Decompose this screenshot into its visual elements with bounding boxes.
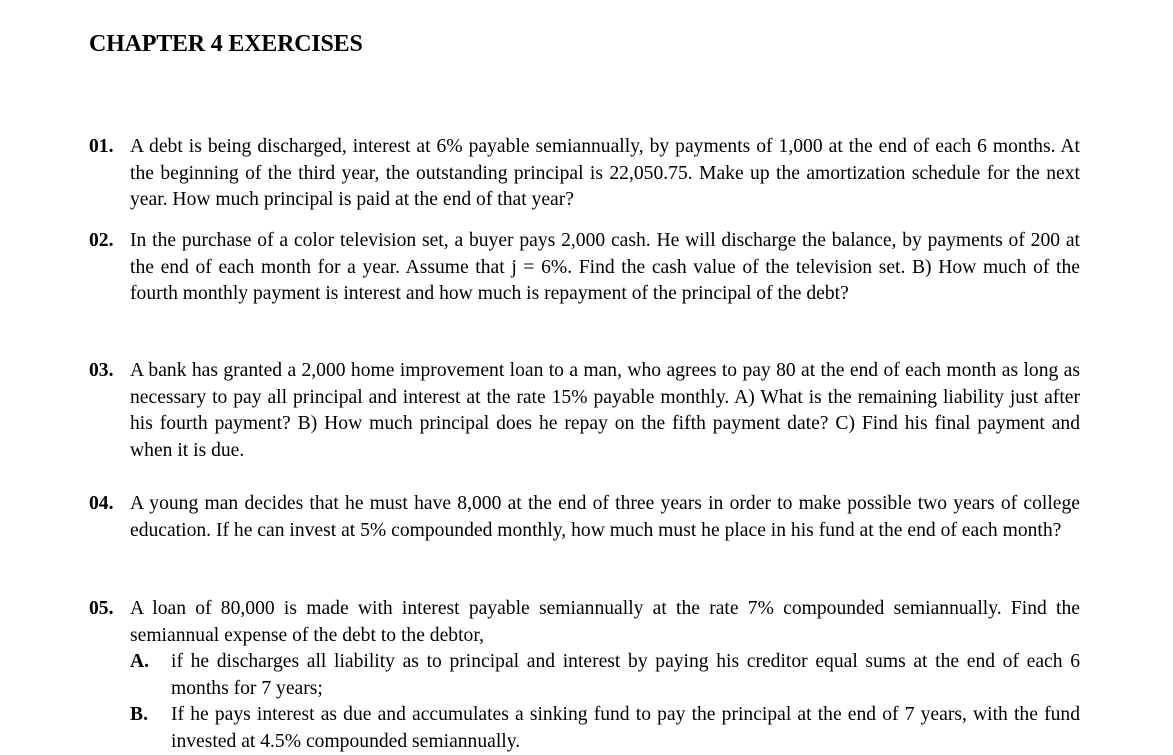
exercise-number: 02. (89, 230, 114, 251)
exercise-number: 05. (89, 598, 114, 619)
part-text: if he discharges all liability as to principal and interest by paying his creditor equal sums at the end of each 6 months for 7 years; (171, 651, 1080, 699)
exercise-part-b (130, 702, 1080, 755)
exercise-number: 03. (89, 360, 114, 381)
exercise-number: 01. (89, 136, 114, 157)
exercise-text: In the purchase of a color television set, a buyer pays 2,000 cash. He will discharge the balance, by payments of 200 at the end of each month for a year. Assume that j = 6%. Find the cash value of the television set. B) How much of the fourth monthly payment is interest and how much is repayment of the principal of the debt? (130, 230, 1080, 304)
exercise-part-a (130, 649, 1080, 702)
exercise-01 (89, 134, 1080, 214)
exercise-04 (89, 491, 1080, 544)
exercise-text: A debt is being discharged, interest at 6% payable semiannually, by payments of 1,000 at the end of each 6 months. At the beginning of the third year, the outstanding principal is 22,050.75. Make up the amortization schedule for the next year. How much principal is paid at the end of that year? (130, 136, 1080, 210)
part-letter: B. (130, 704, 148, 725)
exercise-05 (89, 596, 1080, 755)
exercise-text: A bank has granted a 2,000 home improvement loan to a man, who agrees to pay 80 at the end of each month as long as necessary to pay all principal and interest at the rate 15% payable monthly. A) What is the remaining liability just after his fourth payment? B) How much principal does he repay on the fifth payment date? C) Find his final payment and when it is due. (130, 360, 1080, 461)
chapter-title: CHAPTER 4 EXERCISES (89, 31, 363, 57)
part-text: If he pays interest as due and accumulates a sinking fund to pay the principal at the end of 7 years, with the fund invested at 4.5% compounded semiannually. (171, 704, 1080, 752)
exercise-text: A loan of 80,000 is made with interest payable semiannually at the rate 7% compounded semiannually. Find the semiannual expense of the debt to the debtor, (130, 598, 1080, 646)
exercise-text: A young man decides that he must have 8,000 at the end of three years in order to make possible two years of college education. If he can invest at 5% compounded monthly, how much must he place in his fund at the end of each month? (130, 493, 1080, 541)
exercise-number: 04. (89, 493, 114, 514)
exercise-02 (89, 228, 1080, 308)
exercise-parts (130, 649, 1080, 755)
exercise-03 (89, 358, 1080, 464)
part-letter: A. (130, 651, 150, 672)
